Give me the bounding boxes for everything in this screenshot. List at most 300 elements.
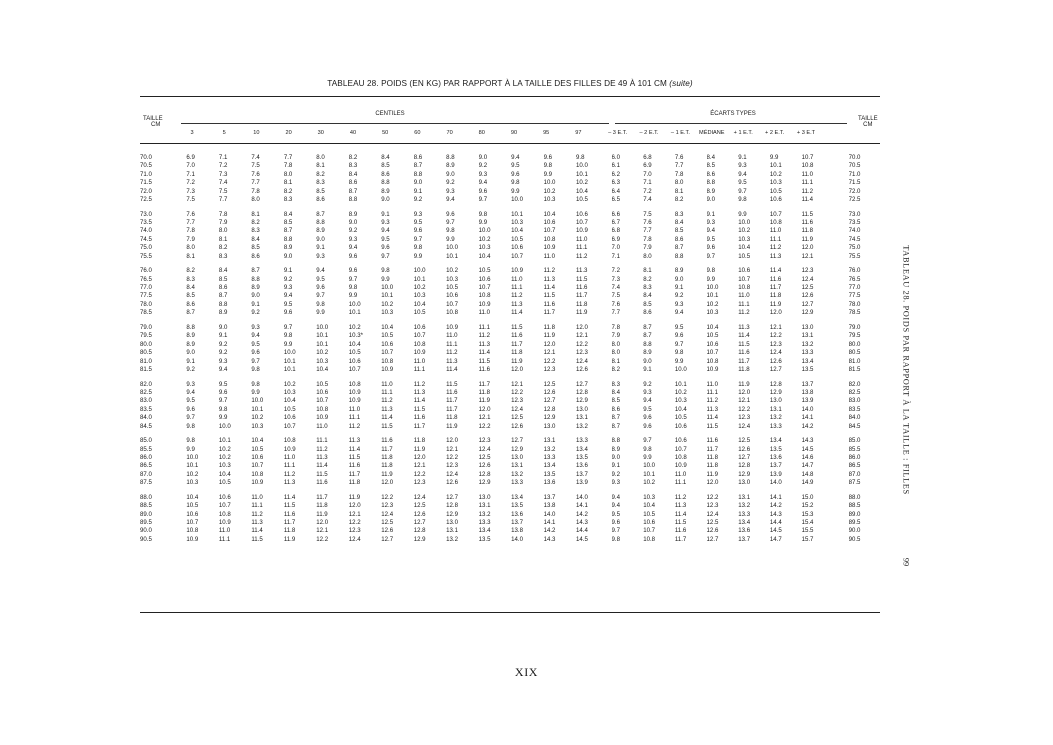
row-taille-right: 82.5 [848, 388, 861, 396]
table-cell: 11.4 [738, 332, 750, 340]
table-cell: 10.6 [674, 422, 687, 430]
table-cell: 11.1 [446, 340, 458, 348]
table-cell: 10.9 [446, 323, 459, 331]
table-row [140, 284, 880, 292]
table-cell: 12.7 [801, 300, 814, 308]
table-cell: 6.6 [611, 210, 621, 218]
table-cell: 11.1 [769, 235, 782, 243]
table-cell: 8.7 [413, 162, 423, 170]
table-cell: 11.6 [738, 349, 750, 357]
table-cell: 10.1 [316, 332, 329, 340]
table-cell: 9.2 [251, 309, 260, 317]
table-cell: 8.3 [643, 284, 652, 292]
table-cell: 11.9 [478, 397, 491, 405]
table-cell: 7.9 [218, 219, 228, 227]
row-taille-left: 76.5 [140, 275, 152, 283]
table-cell: 8.9 [186, 332, 195, 340]
table-cell: 9.7 [218, 397, 228, 405]
table-cell: 9.0 [251, 292, 260, 300]
table-cell: 12.0 [413, 453, 426, 461]
table-cell: 11.9 [348, 493, 361, 501]
table-cell: 11.9 [381, 470, 393, 478]
table-cell: 10.9 [348, 388, 361, 396]
table-cell: 12.3 [543, 365, 556, 373]
table-cell: 8.4 [251, 235, 260, 243]
table-cell: 13.6 [543, 479, 556, 487]
table-cell: 14.5 [576, 535, 588, 543]
table-cell: 11.4 [674, 510, 687, 518]
table-cell: 10.7 [738, 275, 751, 283]
row-taille-left: 75.0 [140, 244, 152, 252]
table-cell: 11.2 [706, 397, 718, 405]
row-taille-left: 83.5 [140, 405, 152, 413]
table-cell: 8.7 [643, 323, 652, 331]
table-cell: 11.6 [283, 510, 296, 518]
table-cell: 10.2 [674, 388, 687, 396]
centile-header-6: 50 [382, 130, 389, 136]
table-cell: 12.0 [381, 479, 394, 487]
table-cell: 9.6 [381, 244, 390, 252]
table-cell: 6.9 [611, 235, 621, 243]
row-taille-left: 81.0 [140, 357, 152, 365]
table-row [140, 527, 880, 535]
row-taille-left: 83.0 [140, 397, 152, 405]
table-cell: 9.6 [511, 170, 520, 178]
table-cell: 7.7 [186, 219, 195, 227]
table-cell: 8.6 [316, 196, 325, 204]
table-cell: 10.1 [381, 292, 394, 300]
table-cell: 14.0 [769, 479, 782, 487]
table-cell: 8.8 [446, 154, 455, 161]
table-cell: 10.2 [543, 187, 556, 195]
table-cell: 11.1 [283, 462, 296, 470]
table-cell: 9.6 [413, 227, 423, 235]
table-cell: 12.6 [576, 365, 588, 373]
table-cell: 8.4 [186, 284, 195, 292]
table-cell: 10.2 [316, 349, 329, 357]
table-cell: 9.3 [706, 219, 716, 227]
table-cell: 9.9 [348, 292, 358, 300]
centile-header-11: 95 [543, 130, 550, 136]
table-cell: 8.5 [643, 300, 652, 308]
ecart-header-3: MÉDIANE [699, 130, 725, 136]
row-taille-right: 90.0 [848, 527, 861, 535]
table-cell: 8.5 [611, 397, 621, 405]
table-cell: 8.8 [283, 235, 293, 243]
table-cell: 9.8 [251, 365, 260, 373]
table-cell: 9.2 [283, 275, 293, 283]
table-cell: 10.8 [738, 284, 751, 292]
table-row [140, 366, 880, 374]
table-cell: 10.6 [446, 292, 459, 300]
table-cell: 10.0 [283, 349, 296, 357]
header-taille-right-line2: CM [863, 122, 873, 128]
table-cell: 12.9 [769, 388, 782, 396]
table-cell: 9.8 [186, 422, 195, 430]
table-cell: 12.1 [446, 445, 459, 453]
row-taille-left: 72.5 [140, 196, 152, 204]
table-cell: 9.4 [218, 365, 228, 373]
table-cell: 10.9 [316, 414, 329, 422]
table-cell: 9.4 [251, 332, 260, 340]
ecart-header-6: + 3 E.T [796, 130, 816, 136]
table-cell: 14.0 [511, 535, 523, 543]
table-cell: 12.2 [543, 357, 556, 365]
table-cell: 7.8 [218, 210, 228, 218]
table-cell: 13.0 [769, 397, 782, 405]
row-taille-left: 72.0 [140, 187, 152, 195]
table-cell: 7.2 [186, 179, 195, 187]
table-cell: 13.1 [478, 502, 491, 510]
table-cell: 8.6 [413, 154, 423, 161]
table-cell: 9.0 [611, 453, 621, 461]
table-cell: 11.4 [413, 397, 426, 405]
table-cell: 11.8 [511, 349, 523, 357]
table-cell: 11.1 [801, 179, 813, 187]
table-cell: 9.7 [186, 414, 195, 422]
table-cell: 11.2 [738, 309, 750, 317]
table-cell: 8.8 [706, 179, 716, 187]
table-cell: 11.8 [706, 462, 718, 470]
table-cell: 9.0 [218, 323, 228, 331]
table-cell: 8.7 [643, 332, 652, 340]
table-cell: 10.9 [348, 397, 361, 405]
table-cell: 11.2 [446, 349, 458, 357]
table-cell: 9.4 [674, 309, 684, 317]
table-cell: 11.0 [674, 470, 687, 478]
table-cell: 13.1 [511, 462, 523, 470]
table-cell: 11.8 [348, 479, 361, 487]
table-cell: 11.7 [576, 292, 588, 300]
table-cell: 10.1 [674, 380, 687, 388]
table-cell: 13.5 [576, 453, 588, 461]
table-cell: 7.0 [643, 170, 652, 178]
table-cell: 8.9 [446, 162, 455, 170]
table-cell: 10.7 [218, 502, 231, 510]
table-cell: 8.9 [218, 309, 228, 317]
table-cell: 8.3 [218, 252, 228, 260]
table-cell: 9.6 [643, 414, 652, 422]
table-cell: 9.1 [738, 154, 747, 161]
table-cell: 8.4 [283, 210, 293, 218]
table-cell: 7.8 [643, 235, 652, 243]
table-cell: 11.7 [413, 422, 426, 430]
table-cell: 7.9 [611, 332, 621, 340]
table-cell: 9.9 [218, 414, 228, 422]
row-taille-left: 70.5 [140, 162, 152, 170]
table-cell: 10.7 [478, 284, 491, 292]
table-cell: 12.5 [543, 380, 556, 388]
row-taille-right: 81.0 [848, 357, 861, 365]
table-cell: 9.3 [611, 479, 621, 487]
table-cell: 12.9 [413, 535, 426, 543]
table-cell: 7.6 [251, 170, 260, 178]
table-cell: 12.5 [511, 414, 523, 422]
table-row [140, 154, 880, 162]
row-taille-right: 79.0 [848, 323, 861, 331]
table-cell: 10.0 [186, 453, 199, 461]
table-cell: 15.7 [801, 535, 814, 543]
table-cell: 12.3 [576, 349, 588, 357]
table-cell: 11.3 [316, 453, 328, 461]
table-cell: 10.0 [738, 219, 751, 227]
table-cell: 7.4 [611, 284, 621, 292]
table-cell: 11.3 [738, 323, 750, 331]
table-cell: 9.1 [251, 300, 260, 308]
ecart-header-4: + 1 E.T. [733, 130, 753, 136]
table-cell: 10.4 [283, 397, 296, 405]
table-cell: 12.0 [738, 388, 751, 396]
header-ecarts-types: ÉCARTS TYPES [710, 111, 756, 117]
table-cell: 9.4 [186, 388, 195, 396]
table-cell: 12.8 [738, 462, 751, 470]
table-cell: 11.8 [381, 462, 393, 470]
row-taille-left: 89.5 [140, 518, 152, 526]
table-cell: 10.9 [706, 365, 719, 373]
table-cell: 13.9 [769, 470, 782, 478]
header-centiles: CENTILES [375, 111, 405, 117]
table-cell: 13.5 [769, 445, 782, 453]
centile-header-8: 70 [446, 130, 453, 136]
centile-header-12: 97 [575, 130, 582, 136]
table-cell: 10.1 [316, 340, 329, 348]
row-taille-right: 88.5 [848, 502, 861, 510]
row-taille-left: 88.0 [140, 493, 152, 501]
table-cell: 11.4 [348, 445, 361, 453]
table-cell: 13.5 [478, 535, 491, 543]
table-title [140, 79, 880, 88]
table-cell: 12.4 [413, 493, 426, 501]
table-cell: 10.4 [643, 502, 656, 510]
table-cell: 10.5 [643, 510, 656, 518]
table-cell: 10.8 [218, 510, 231, 518]
table-cell: 10.4 [511, 227, 523, 235]
table-cell: 8.8 [186, 323, 195, 331]
table-cell: 8.3 [186, 275, 195, 283]
table-cell: 12.7 [446, 493, 459, 501]
table-row [140, 381, 880, 389]
row-taille-right: 72.0 [848, 187, 861, 195]
table-cell: 11.6 [511, 332, 523, 340]
table-cell: 11.2 [348, 422, 361, 430]
table-cell: 8.6 [381, 170, 390, 178]
table-cell: 8.0 [251, 196, 260, 204]
table-cell: 8.3 [348, 162, 358, 170]
weight-table [140, 154, 880, 544]
row-taille-left: 88.5 [140, 502, 152, 510]
table-cell: 11.0 [769, 227, 782, 235]
table-cell: 12.8 [576, 388, 588, 396]
table-cell: 8.6 [218, 284, 228, 292]
table-cell: 10.9 [218, 518, 231, 526]
table-cell: 10.2 [769, 170, 782, 178]
row-taille-left: 79.5 [140, 332, 152, 340]
table-cell: 9.7 [413, 235, 423, 243]
table-cell: 9.2 [218, 349, 228, 357]
table-row [140, 446, 880, 454]
table-cell: 11.4 [769, 267, 782, 275]
table-cell: 13.3 [738, 510, 751, 518]
row-taille-left: 85.5 [140, 445, 152, 453]
table-cell: 8.9 [316, 227, 325, 235]
table-cell: 13.6 [576, 462, 588, 470]
table-cell: 12.1 [413, 462, 426, 470]
table-cell: 13.5 [801, 365, 814, 373]
table-cell: 13.0 [478, 493, 491, 501]
row-taille-left: 82.5 [140, 388, 152, 396]
table-cell: 11.8 [413, 437, 426, 445]
table-cell: 11.2 [478, 332, 491, 340]
table-cell: 8.7 [186, 309, 195, 317]
table-cell: 9.4 [348, 244, 358, 252]
table-row [140, 292, 880, 300]
table-cell: 8.8 [413, 170, 423, 178]
table-cell: 12.1 [348, 510, 361, 518]
table-cell: 10.3 [543, 196, 556, 204]
table-cell: 10.6 [413, 323, 426, 331]
table-cell: 10.4 [478, 252, 491, 260]
table-cell: 9.9 [478, 219, 488, 227]
table-cell: 9.3 [381, 219, 390, 227]
table-cell: 12.3 [413, 479, 426, 487]
table-cell: 8.0 [283, 170, 293, 178]
centile-header-0: 3 [190, 130, 194, 136]
table-cell: 6.0 [611, 154, 621, 161]
table-cell: 9.7 [674, 340, 684, 348]
table-cell: 9.7 [283, 323, 293, 331]
table-cell: 11.4 [283, 493, 296, 501]
table-cell: 9.0 [186, 349, 195, 357]
table-row [140, 502, 880, 510]
table-cell: 7.1 [218, 154, 228, 161]
table-cell: 12.4 [446, 470, 459, 478]
table-cell: 8.3 [251, 227, 260, 235]
table-cell: 13.8 [801, 388, 814, 396]
ecart-header-1: – 2 E.T. [639, 130, 659, 136]
table-cell: 9.6 [643, 422, 652, 430]
table-cell: 7.6 [643, 219, 652, 227]
table-cell: 8.2 [674, 196, 684, 204]
table-cell: 11.5 [478, 357, 491, 365]
table-cell: 11.0 [478, 309, 491, 317]
table-cell: 8.5 [706, 162, 716, 170]
table-cell: 8.1 [643, 267, 652, 275]
table-cell: 10.1 [643, 470, 656, 478]
row-taille-right: 82.0 [848, 380, 861, 388]
table-cell: 10.6 [186, 510, 199, 518]
row-taille-left: 70.0 [140, 154, 152, 161]
table-cell: 12.7 [413, 518, 426, 526]
table-cell: 8.7 [348, 187, 358, 195]
table-cell: 10.9 [543, 244, 556, 252]
row-taille-left: 84.5 [140, 422, 152, 430]
table-cell: 8.0 [611, 340, 621, 348]
table-cell: 13.2 [543, 445, 556, 453]
table-cell: 7.2 [218, 162, 228, 170]
table-cell: 11.7 [348, 470, 361, 478]
table-cell: 8.6 [251, 252, 260, 260]
table-cell: 9.5 [218, 380, 228, 388]
table-cell: 7.8 [611, 323, 621, 331]
row-taille-left: 77.5 [140, 292, 152, 300]
table-cell: 11.5 [576, 275, 588, 283]
table-cell: 10.7 [511, 252, 523, 260]
table-cell: 10.4 [186, 493, 199, 501]
table-cell: 12.4 [576, 357, 588, 365]
table-cell: 11.7 [738, 357, 750, 365]
table-cell: 9.8 [478, 210, 488, 218]
table-row [140, 437, 880, 445]
row-taille-right: 71.0 [848, 170, 861, 178]
table-cell: 10.5 [413, 309, 426, 317]
row-taille-left: 84.0 [140, 414, 152, 422]
table-row [140, 244, 880, 252]
table-cell: 12.3 [381, 502, 394, 510]
table-cell: 10.7 [643, 527, 656, 535]
table-cell: 13.7 [801, 380, 814, 388]
table-cell: 12.2 [446, 453, 459, 461]
table-cell: 11.6 [576, 284, 588, 292]
table-row [140, 358, 880, 366]
row-taille-right: 73.5 [848, 219, 861, 227]
table-cell: 10.5 [706, 332, 719, 340]
table-cell: 15.2 [801, 502, 814, 510]
row-taille-right: 86.5 [848, 462, 861, 470]
table-cell: 11.0 [543, 252, 555, 260]
table-cell: 10.0 [674, 365, 687, 373]
table-cell: 11.8 [801, 227, 813, 235]
table-cell: 12.5 [801, 284, 814, 292]
row-taille-right: 83.0 [848, 397, 861, 405]
table-cell: 9.5 [413, 219, 423, 227]
table-cell: 10.9 [283, 445, 296, 453]
table-cell: 8.1 [283, 179, 293, 187]
table-cell: 7.3 [186, 187, 195, 195]
table-cell: 11.1 [316, 437, 328, 445]
table-cell: 10.6 [543, 219, 556, 227]
table-cell: 10.8 [186, 527, 199, 535]
table-cell: 8.5 [316, 187, 325, 195]
table-cell: 8.2 [283, 187, 293, 195]
table-cell: 10.0 [413, 267, 426, 275]
table-cell: 9.8 [218, 405, 228, 413]
table-cell: 8.8 [611, 437, 621, 445]
table-cell: 10.7 [251, 462, 264, 470]
table-cell: 11.4 [446, 365, 458, 373]
table-cell: 10.3 [674, 397, 687, 405]
table-cell: 9.7 [381, 252, 390, 260]
table-cell: 8.2 [251, 219, 260, 227]
table-cell: 8.0 [186, 244, 195, 252]
table-cell: 9.0 [381, 196, 390, 204]
table-cell: 8.8 [381, 179, 390, 187]
table-cell: 9.6 [348, 267, 358, 275]
table-cell: 9.2 [643, 380, 652, 388]
row-taille-right: 85.5 [848, 445, 861, 453]
table-cell: 9.1 [218, 332, 228, 340]
table-cell: 13.9 [576, 479, 588, 487]
table-cell: 9.2 [348, 227, 358, 235]
row-taille-right: 88.0 [848, 493, 861, 501]
table-cell: 11.5 [413, 405, 426, 413]
table-row [140, 389, 880, 397]
table-row [140, 414, 880, 422]
table-cell: 11.3 [478, 340, 491, 348]
table-cell: 10.6 [643, 518, 656, 526]
table-cell: 12.5 [413, 502, 426, 510]
centile-header-1: 5 [222, 130, 226, 136]
table-cell: 12.2 [576, 340, 588, 348]
